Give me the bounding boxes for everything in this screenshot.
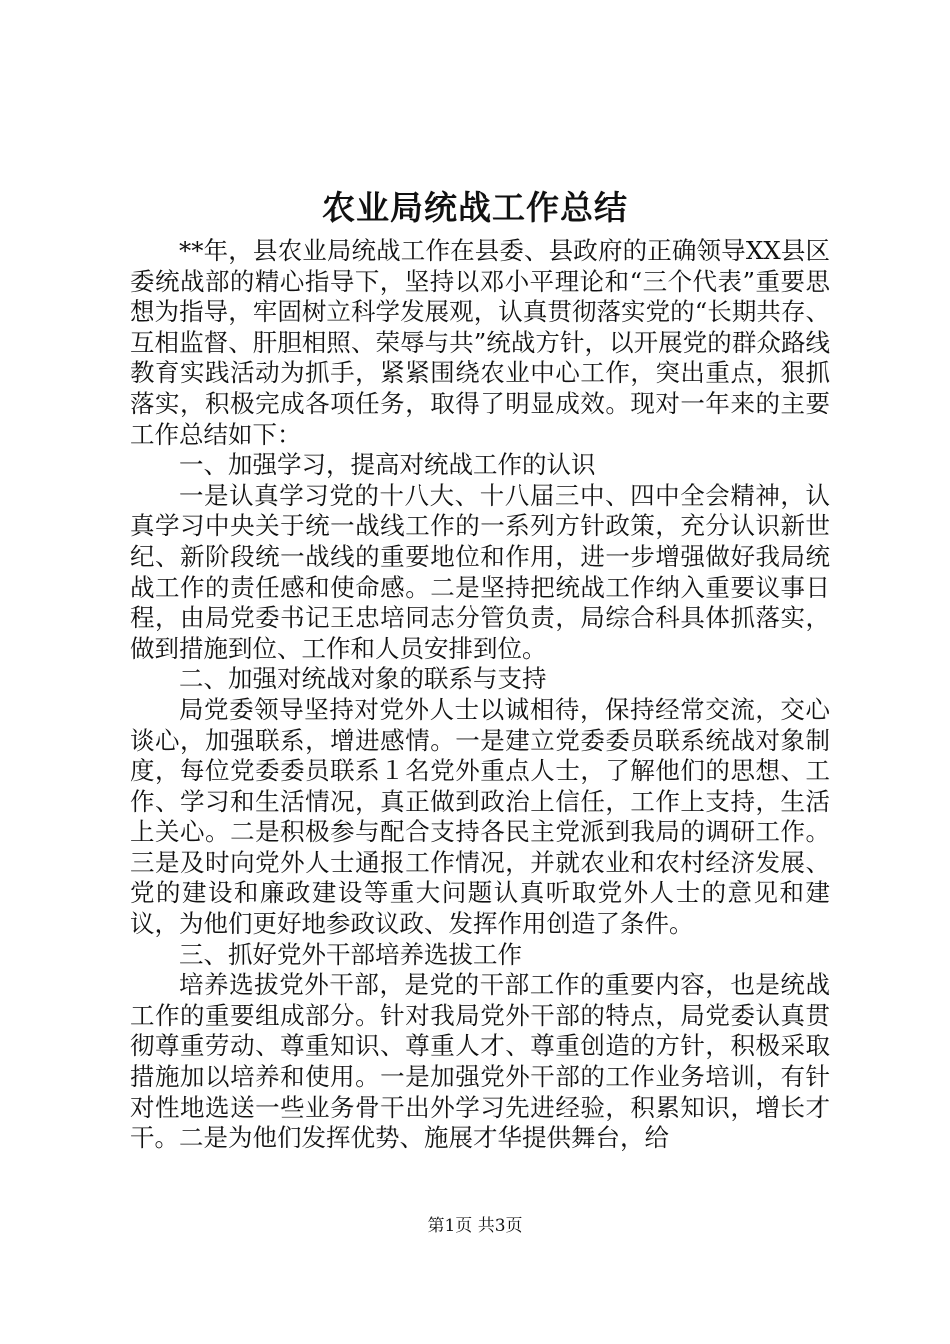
section-heading-2: 二、加强对统战对象的联系与支持 (179, 664, 547, 694)
section-heading-1: 一、加强学习，提高对统战工作的认识 (179, 450, 596, 480)
document-title: 农业局统战工作总结 (322, 188, 628, 227)
section-heading-3: 三、抓好党外干部培养选拔工作 (179, 939, 522, 969)
section-paragraph-2: 局党委领导坚持对党外人士以诚相待，保持经常交流，交心谈心，加强联系，增进感情。一是建立党委委员联系统战对象制度，每位党委委员联系１名党外重点人士，了解他们的思想、工作、学习和生活情况，真正做到政治上信任，工作上支持，生活上关心。二是积极参与配合支持各民主党派到我局的调研工作。三是及时向党外人士通报工作情况，并就农业和农村经济发展、党的建设和廉政建设等重大问题认真听取党外人士的意见和建议，为他们更好地参政议政、发挥作用创造了条件。 (130, 694, 830, 939)
section-paragraph-1: 一是认真学习党的十八大、十八届三中、四中全会精神，认真学习中央关于统一战线工作的一系列方针政策，充分认识新世纪、新阶段统一战线的重要地位和作用，进一步增强做好我局统战工作的责任感和使命感。二是坚持把统战工作纳入重要议事日程，由局党委书记王忠培同志分管负责，局综合科具体抓落实，做到措施到位、工作和人员安排到位。 (130, 480, 830, 663)
section-paragraph-3: 培养选拔党外干部，是党的干部工作的重要内容，也是统战工作的重要组成部分。针对我局党外干部的特点，局党委认真贯彻尊重劳动、尊重知识、尊重人才、尊重创造的方针，积极采取措施加以培养和使用。一是加强党外干部的工作业务培训，有针对性地选送一些业务骨干出外学习先进经验，积累知识，增长才干。二是为他们发挥优势、施展才华提供舞台，给 (130, 970, 830, 1153)
document-body (130, 236, 830, 1154)
page-footer: 第1页 共3页 (427, 1216, 523, 1236)
intro-paragraph: **年，县农业局统战工作在县委、县政府的正确领导XX县区委统战部的精心指导下，坚持以邓小平理论和“三个代表”重要思想为指导，牢固树立科学发展观，认真贯彻落实党的“长期共存、互相监督、肝胆相照、荣辱与共”统战方针，以开展党的群众路线教育实践活动为抓手，紧紧围绕农业中心工作，突出重点，狠抓落实，积极完成各项任务，取得了明显成效。现对一年来的主要工作总结如下： (130, 236, 830, 449)
